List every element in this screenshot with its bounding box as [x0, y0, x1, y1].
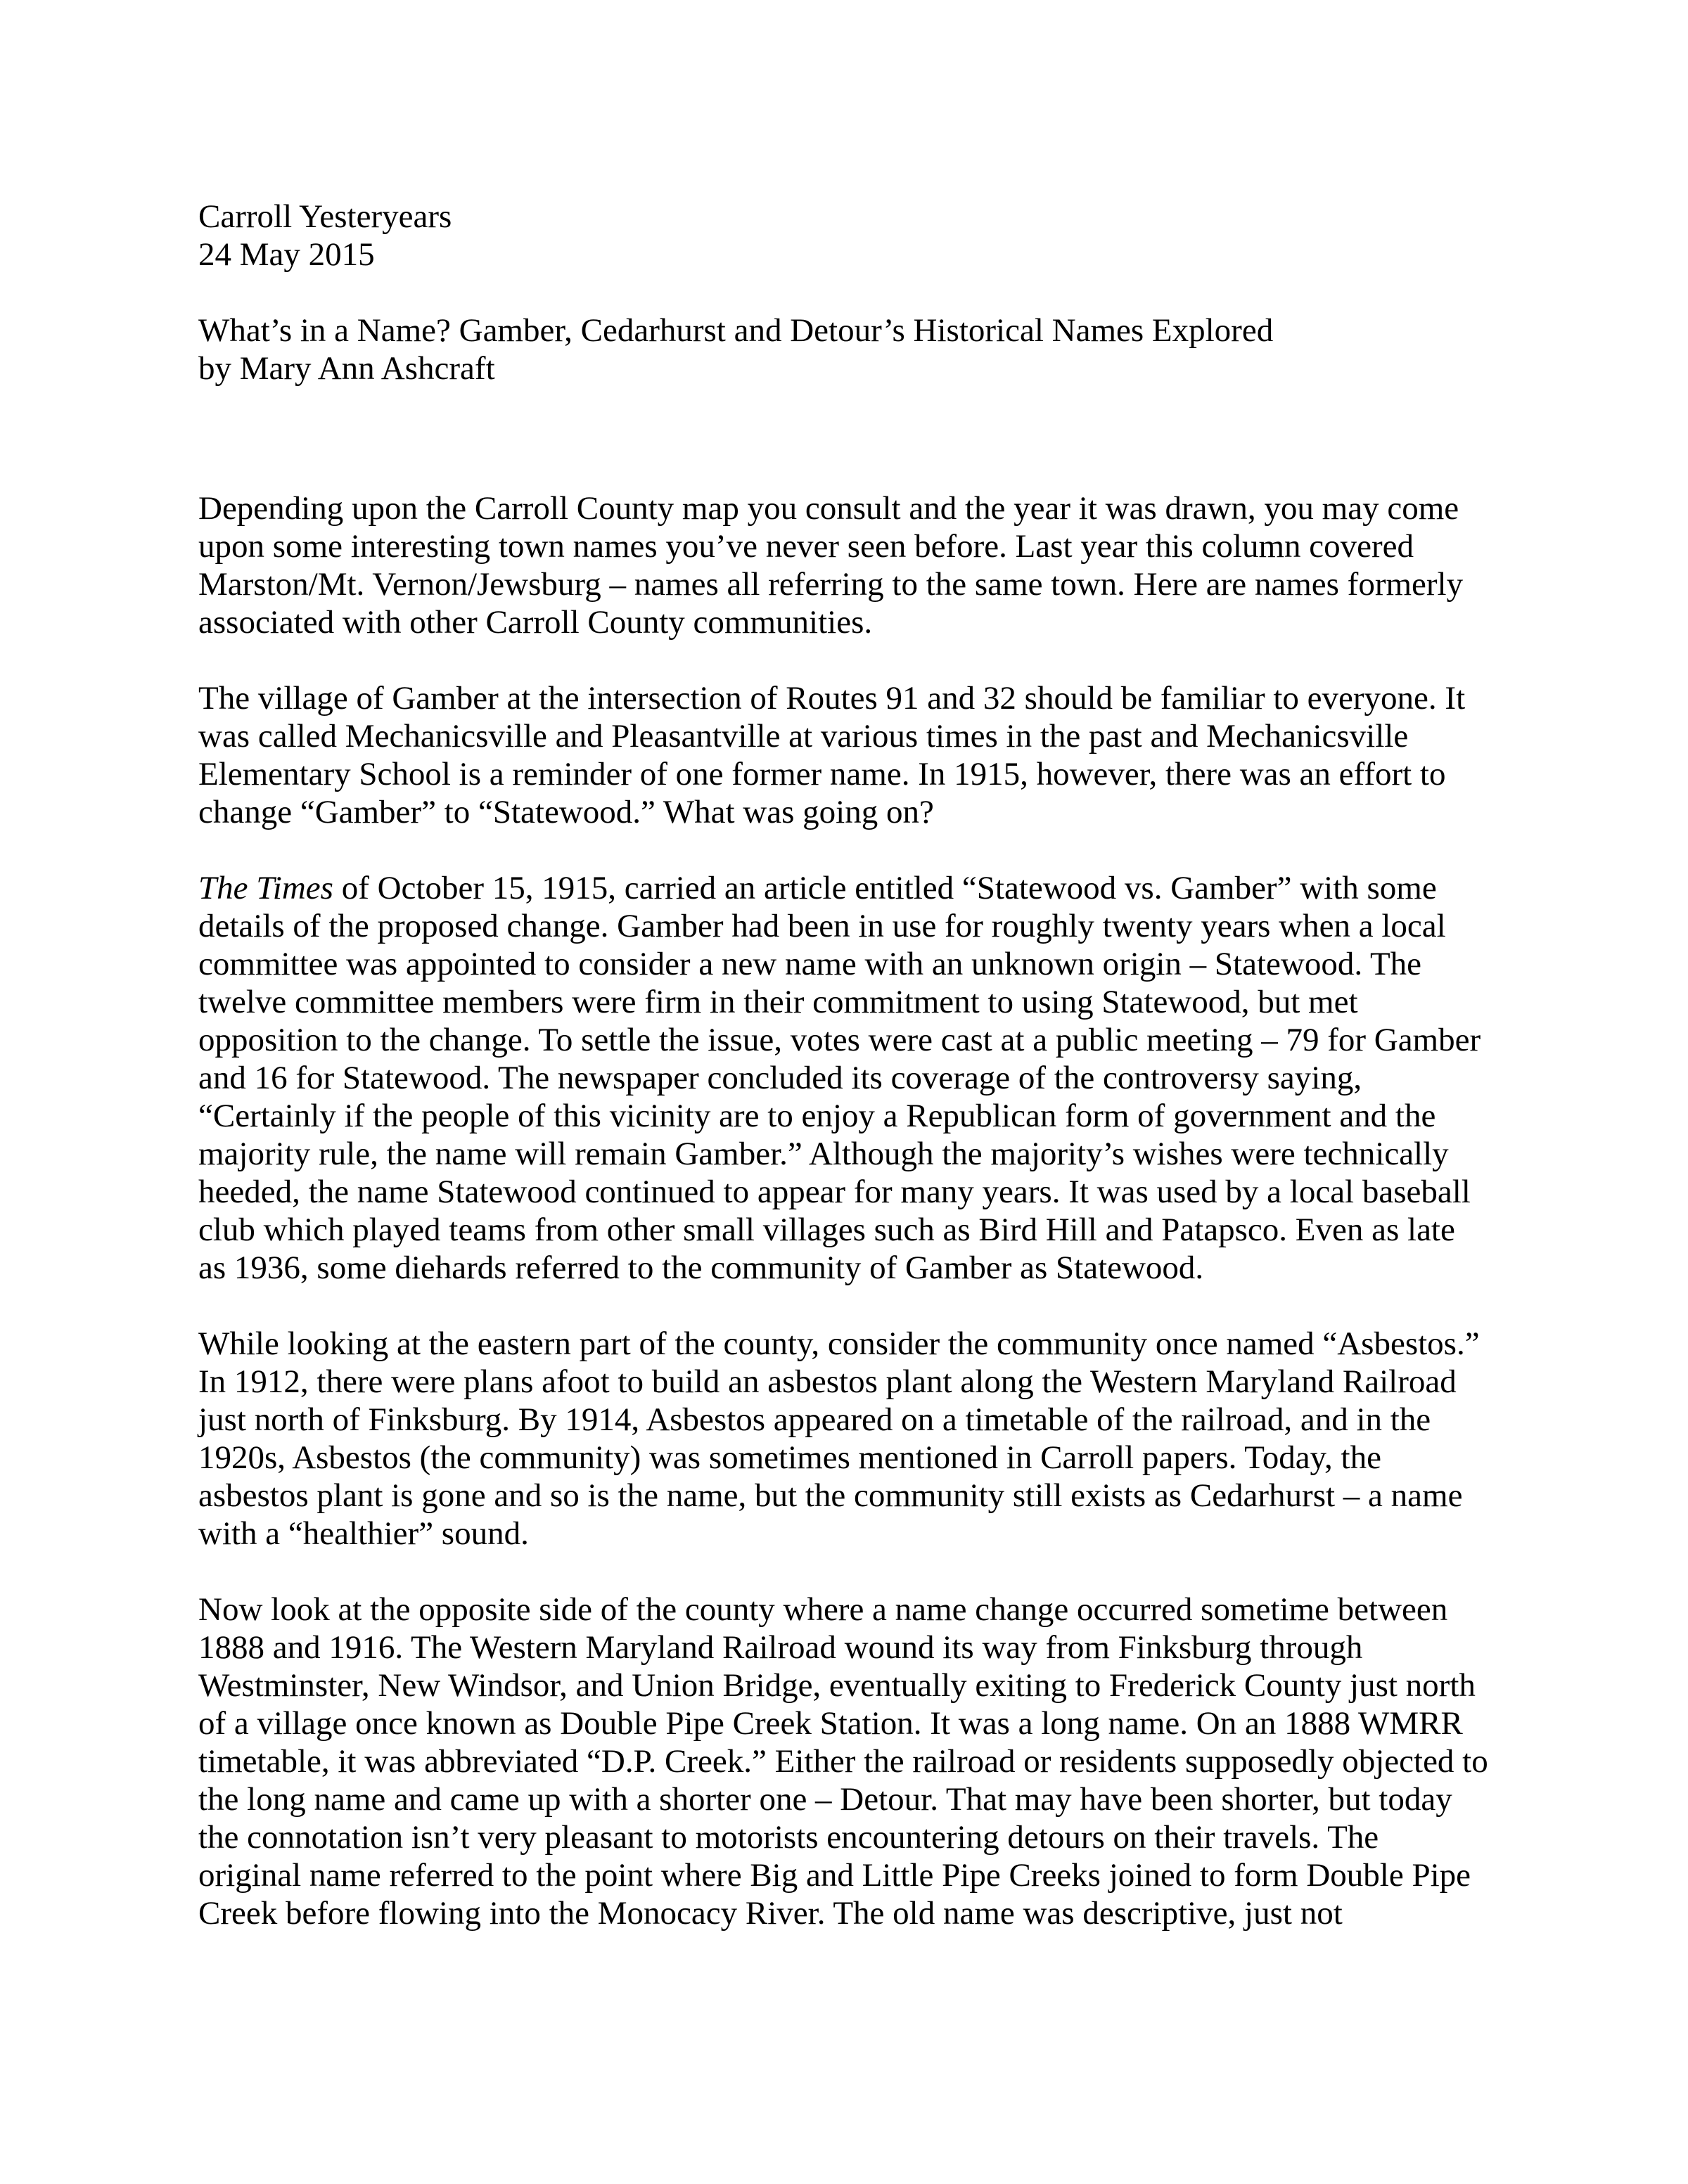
paragraph-2 [198, 679, 1490, 831]
article-body [198, 489, 1490, 1932]
title-block [198, 311, 1490, 387]
publication-name: Carroll Yesteryears [198, 198, 452, 235]
article-byline: by Mary Ann Ashcraft [198, 350, 495, 387]
paragraph-2-text: The village of Gamber at the intersection of Routes 91 and 32 should be familiar to everyone. It was called Mechanicsville and Pleasantville at various times in the past and Mechanicsville Elementary School is a reminder of one former name. In 1915, however, there was an effort to change “Gamber” to “Statewood.” What was going on? [198, 680, 1466, 830]
article-title: What’s in a Name? Gamber, Cedarhurst and Detour’s Historical Names Explored [198, 312, 1274, 349]
paragraph-1 [198, 489, 1490, 641]
paragraph-4-text: While looking at the eastern part of the county, consider the community once named “Asbestos.” In 1912, there were plans afoot to build an asbestos plant along the Western Maryland Railroad just north of Finksburg. By 1914, Asbestos appeared on a timetable of the railroad, and in the 1920s, Asbestos (the community) was sometimes mentioned in Carroll papers. Today, the asbestos plant is gone and so is the name, but the community still exists as Cedarhurst – a name with a “healthier” sound. [198, 1325, 1480, 1552]
publication-date: 24 May 2015 [198, 236, 375, 273]
paragraph-4 [198, 1325, 1490, 1553]
paragraph-3 [198, 869, 1490, 1287]
paragraph-1-text: Depending upon the Carroll County map you consult and the year it was drawn, you may come upon some interesting town names you’ve never seen before. Last year this column covered Marston/Mt. Vernon/Jewsburg – names all referring to the same town. Here are names formerly associated with other Carroll County communities. [198, 490, 1464, 641]
document-header [198, 198, 1490, 274]
paragraph-3-text: of October 15, 1915, carried an article entitled “Statewood vs. Gamber” with some details of the proposed change. Gamber had been in use for roughly twenty years when a local committee was appointed to consider a new name with an unknown origin – Statewood. The twelve committee members were firm in their commitment to using Statewood, but met opposition to the change. To settle the issue, votes were cast at a public meeting – 79 for Gamber and 16 for Statewood. The newspaper concluded its coverage of the controversy saying, “Certainly if the people of this vicinity are to enjoy a Republican form of government and the majority rule, the name will remain Gamber.” Although the majority’s wishes were technically heeded, the name Statewood continued to appear for many years. It was used by a local baseball club which played teams from other small villages such as Bird Hill and Patapsco. Even as late as 1936, some diehards referred to the community of Gamber as Statewood. [198, 870, 1481, 1286]
paragraph-5-text: Now look at the opposite side of the county where a name change occurred sometime between 1888 and 1916. The Western Maryland Railroad wound its way from Finksburg through Westminster, New Windsor, and Union Bridge, eventually exiting to Frederick County just north of a village once known as Double Pipe Creek Station. It was a long name. On an 1888 WMRR timetable, it was abbreviated “D.P. Creek.” Either the railroad or residents supposedly objected to the long name and came up with a shorter one – Detour. That may have been shorter, but today the connotation isn’t very pleasant to motorists encountering detours on their travels. The original name referred to the point where Big and Little Pipe Creeks joined to form Double Pipe Creek before flowing into the Monocacy River. The old name was descriptive, just not [198, 1591, 1488, 1932]
document-page [198, 198, 1490, 1932]
paragraph-3-italic-lead: The Times [198, 870, 333, 906]
paragraph-5 [198, 1591, 1490, 1932]
